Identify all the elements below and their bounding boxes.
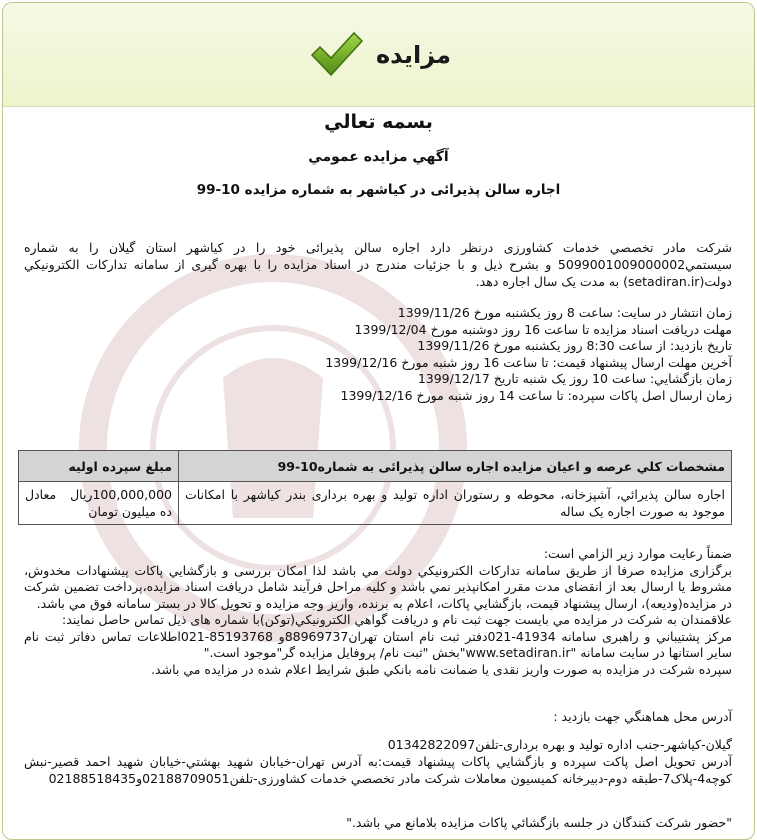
auction-table (18, 450, 732, 525)
note-line: ضمناً رعايت موارد زير الزامي است: (543, 546, 732, 561)
delivery-address: آدرس تحويل اصل پاكت سپرده و بازگشايي پاكات پيشنهاد قيمت:به آدرس تهران-خيابان شهيد بهشتي-خيابان شهيد احمد قصير-نبش كوچه4-پلاک7-طبقه دوم-دبيرخانه كميسيون معاملات شركت مادر تخصصي خدمات كشاورزی-تلفن02188709051و02188518435 (24, 754, 732, 786)
date-line: تاريخ بازديد: از ساعت 8:30 روز يكشنبه مورخ 1399/11/26 (417, 338, 732, 354)
visit-address: گيلان-كياشهر-جنب اداره توليد و بهره برداری-تلفن01342822097 (387, 737, 732, 752)
cell-description: اجاره سالن پذيرائي، آشپزخانه، محوطه و رستوران اداره توليد و بهره برداری بندر كياشهر با امكانات موجود به صورت اجاره يک ساله (179, 482, 732, 525)
date-line: زمان ارسال اصل پاكات سپرده: تا ساعت 14 روز شنبه مورخ 1399/12/16 (340, 387, 732, 403)
date-line: مهلت دريافت اسناد مزايده تا ساعت 16 روز دوشنبه مورخ 1399/12/04 (354, 321, 732, 337)
address-block (24, 736, 732, 787)
cell-deposit: 100,000,000ريال معادل ده ميليون تومان (19, 482, 179, 525)
note-line: مركز پشتيباني و راهبری سامانه 41934-021دفتر ثبت نام استان تهران88969737و 85193768-021اطلاعات تماس دفاتر ثبت نام ساير استانها در سايت سامانه "www.setadiran.ir"بخش "ثبت نام/ پروفايل مزايده گر"موجود است." (24, 628, 732, 660)
note-line: برگزاری مزايده صرفا از طريق سامانه تداركات الكترونيكي دولت مي باشد لذا امكان بررسی و بازگشايي پاكات پيشنهادات مخدوش، مشروط يا ارسال بعد از انقضای مدت مقرر امكانپذير نمي باشد و كليه مراحل فرآيند شامل دريافت اسناد مزايده،پرداخت تضمين شركت در مزايده(وديعه)، ارسال پيشنهاد قيمت، بازگشايي پاكات، اعلام به برنده، واريز وجه مزايده و تحويل كالا در بستر سامانه فوق مي باشد. (24, 562, 732, 611)
invocation: بسمه تعالي (324, 111, 433, 133)
date-line: زمان انتشار در سايت: ساعت 8 روز يكشنبه مورخ 1399/11/26 (397, 305, 732, 320)
dates-list (24, 305, 732, 405)
intro-paragraph: شركت مادر تخصصي خدمات كشاورزی درنظر دارد اجاره سالن پذيرائی خود را در كياشهر استان گيلان را به شماره سيستمي5099001009000002 و بشرح ذيل و با جزئيات مندرج در اسناد مزايده را با بهره گيری از سامانه تداركات الكترونيكي دولت(setadiran.ir) به مدت يک سال اجاره دهد. (24, 240, 732, 289)
table-row (19, 482, 732, 525)
date-line: آخرين مهلت ارسال پيشنهاد قيمت: تا ساعت 16 روز شنبه مورخ 1399/12/16 (325, 354, 732, 370)
auction-title: اجاره سالن پذيرائی در کياشهر به شماره مزايده 10-99 (196, 182, 561, 198)
notice-frame (2, 2, 755, 840)
header-banner (3, 3, 754, 107)
header-deposit: مبلغ سپرده اوليه (19, 451, 179, 482)
checkmark-icon (306, 25, 366, 85)
date-line: زمان بازگشايي: ساعت 10 روز يک شنبه تاريخ 1399/12/17 (417, 371, 732, 387)
closing-note: "حضور شركت كنندگان در جلسه بازگشائي پاكات مزايده بلامانع مي باشد." (346, 815, 732, 830)
address-title: آدرس محل هماهنگي جهت بازديد : (553, 709, 732, 724)
note-line: علاقمندان به شركت در مزايده مي بايست جهت ثبت نام و دريافت گواهي الكترونيكي(توكن)با شماره های ذيل تماس حاصل نمايند: (62, 612, 732, 627)
note-line: سپرده شركت در مزايده به صورت واريز نقدی يا ضمانت نامه بانكي طبق شرايط اعلام شده در مزايده مي باشد. (151, 661, 732, 677)
table-header-row (19, 451, 732, 482)
banner-title: مزایده (375, 40, 452, 69)
notes-section (24, 546, 732, 678)
notice-title: آگهي مزايده عمومي (308, 149, 449, 165)
header-description: مشخصات كلي عرصه و اعيان مزايده اجاره سالن پذيرائی به شماره10-99 (179, 451, 732, 482)
